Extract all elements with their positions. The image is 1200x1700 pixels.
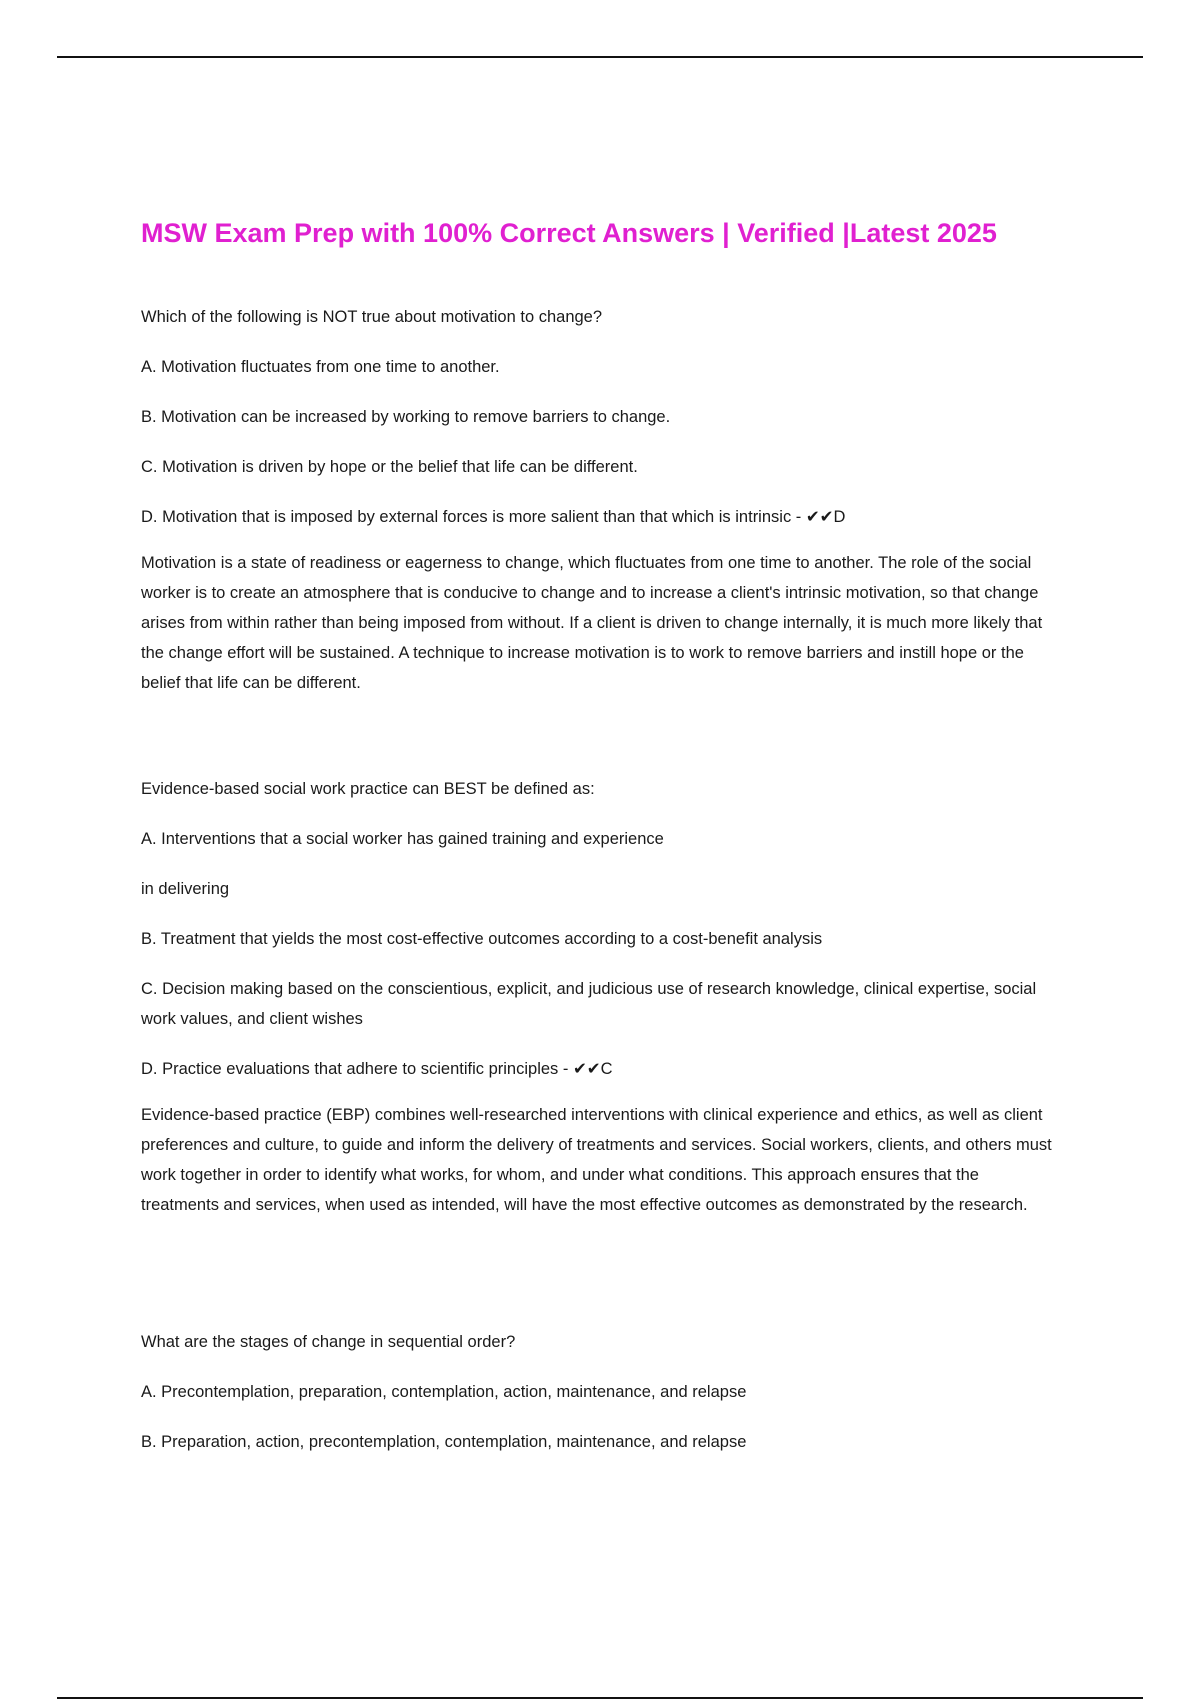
question-block-1: [141, 302, 1061, 698]
top-rule: [57, 56, 1143, 58]
answer-option-a: A. Interventions that a social worker has gained training and experience: [141, 830, 664, 848]
answer-option-d: D. Practice evaluations that adhere to scientific principles - ✔✔C: [141, 1060, 613, 1078]
answer-option-b: B. Preparation, action, precontemplation, contemplation, maintenance, and relapse: [141, 1433, 747, 1451]
explanation-text: Evidence-based practice (EBP) combines well-researched interventions with clinical experience and ethics, as well as client preferences and culture, to guide and inform the delivery of treatments and services. Social workers, clients, and others must work together in order to identify what works, for whom, and under what conditions. This approach ensures that the treatments and services, when used as intended, will have the most effective outcomes as demonstrated by the research.: [141, 1106, 1052, 1214]
answer-option-c: C. Decision making based on the conscientious, explicit, and judicious use of research knowledge, clinical expertise, social work values, and client wishes: [141, 980, 1037, 1028]
answer-option-a-continued: in delivering: [141, 880, 230, 898]
bottom-rule: [57, 1697, 1143, 1699]
question-text: Which of the following is NOT true about motivation to change?: [141, 308, 603, 326]
answer-option-d: D. Motivation that is imposed by external forces is more salient than that which is intrinsic - ✔✔D: [141, 508, 846, 526]
answer-option-c: C. Motivation is driven by hope or the belief that life can be different.: [141, 458, 638, 476]
question-text: What are the stages of change in sequential order?: [141, 1333, 516, 1351]
question-text: Evidence-based social work practice can BEST be defined as:: [141, 780, 595, 798]
question-block-2: [141, 774, 1061, 1220]
explanation-text: Motivation is a state of readiness or eagerness to change, which fluctuates from one time to another. The role of the social worker is to create an atmosphere that is conducive to change and to increase a client's intrinsic motivation, so that change arises from within rather than being imposed from without. If a client is driven to change internally, it is much more likely that the change effort will be sustained. A technique to increase motivation is to work to remove barriers and instill hope or the belief that life can be different.: [141, 554, 1043, 692]
answer-option-a: A. Precontemplation, preparation, contemplation, action, maintenance, and relapse: [141, 1383, 747, 1401]
answer-option-b: B. Motivation can be increased by working to remove barriers to change.: [141, 408, 671, 426]
answer-option-b: B. Treatment that yields the most cost-effective outcomes according to a cost-benefit analysis: [141, 930, 823, 948]
document-title: MSW Exam Prep with 100% Correct Answers | Verified |Latest 2025: [141, 218, 997, 248]
question-block-3: [141, 1327, 1061, 1457]
answer-option-a: A. Motivation fluctuates from one time to another.: [141, 358, 500, 376]
